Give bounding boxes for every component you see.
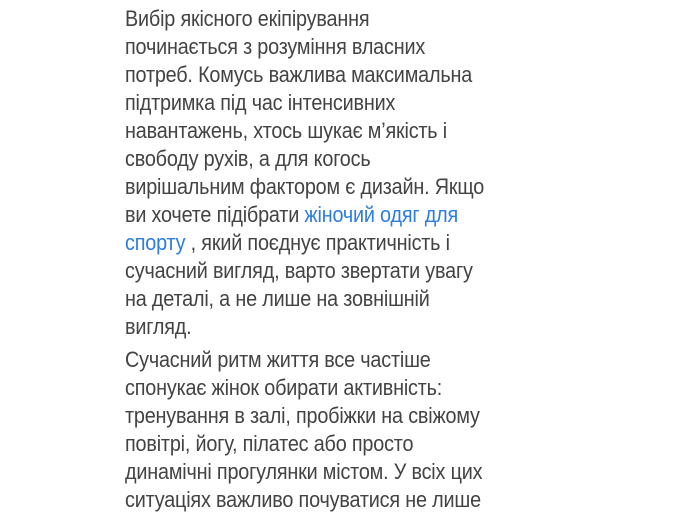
- link-womens-sportswear[interactable]: спорту: [125, 230, 186, 255]
- text-line: на деталі, а не лише на зовнішній: [125, 286, 430, 311]
- link-womens-sportswear[interactable]: жіночий одяг для: [304, 202, 459, 227]
- article-body: [125, 5, 685, 519]
- text-line: підтримка під час інтенсивних: [125, 90, 396, 115]
- text-line: починається з розуміння власних: [125, 34, 426, 59]
- paragraph-2: [125, 346, 685, 514]
- text-segment: ви хочете підібрати: [125, 202, 305, 227]
- text-line: Вибір якісного екіпірування: [125, 6, 370, 31]
- text-line: Сучасний ритм життя все частіше: [125, 347, 431, 372]
- text-line: вирішальним фактором є дизайн. Якщо: [125, 174, 485, 199]
- text-line: тренування в залі, пробіжки на свіжому: [125, 403, 480, 428]
- paragraph-1: [125, 5, 685, 341]
- text-line: ситуаціях важливо почуватися не лише: [125, 487, 481, 512]
- text-segment: , який поєднує практичність і: [185, 230, 450, 255]
- text-line: навантажень, хтось шукає м’якість і: [125, 118, 447, 143]
- text-line: повітрі, йогу, пілатес або просто: [125, 431, 414, 456]
- text-line: [125, 201, 629, 229]
- text-line: сучасний вигляд, варто звертати увагу: [125, 258, 473, 283]
- text-line: вигляд.: [125, 314, 192, 339]
- text-line: потреб. Комусь важлива максимальна: [125, 62, 473, 87]
- text-line: спонукає жінок обирати активність:: [125, 375, 443, 400]
- text-line: свободу рухів, а для когось: [125, 146, 371, 171]
- text-line: динамічні прогулянки містом. У всіх цих: [125, 459, 483, 484]
- text-line: [125, 229, 629, 257]
